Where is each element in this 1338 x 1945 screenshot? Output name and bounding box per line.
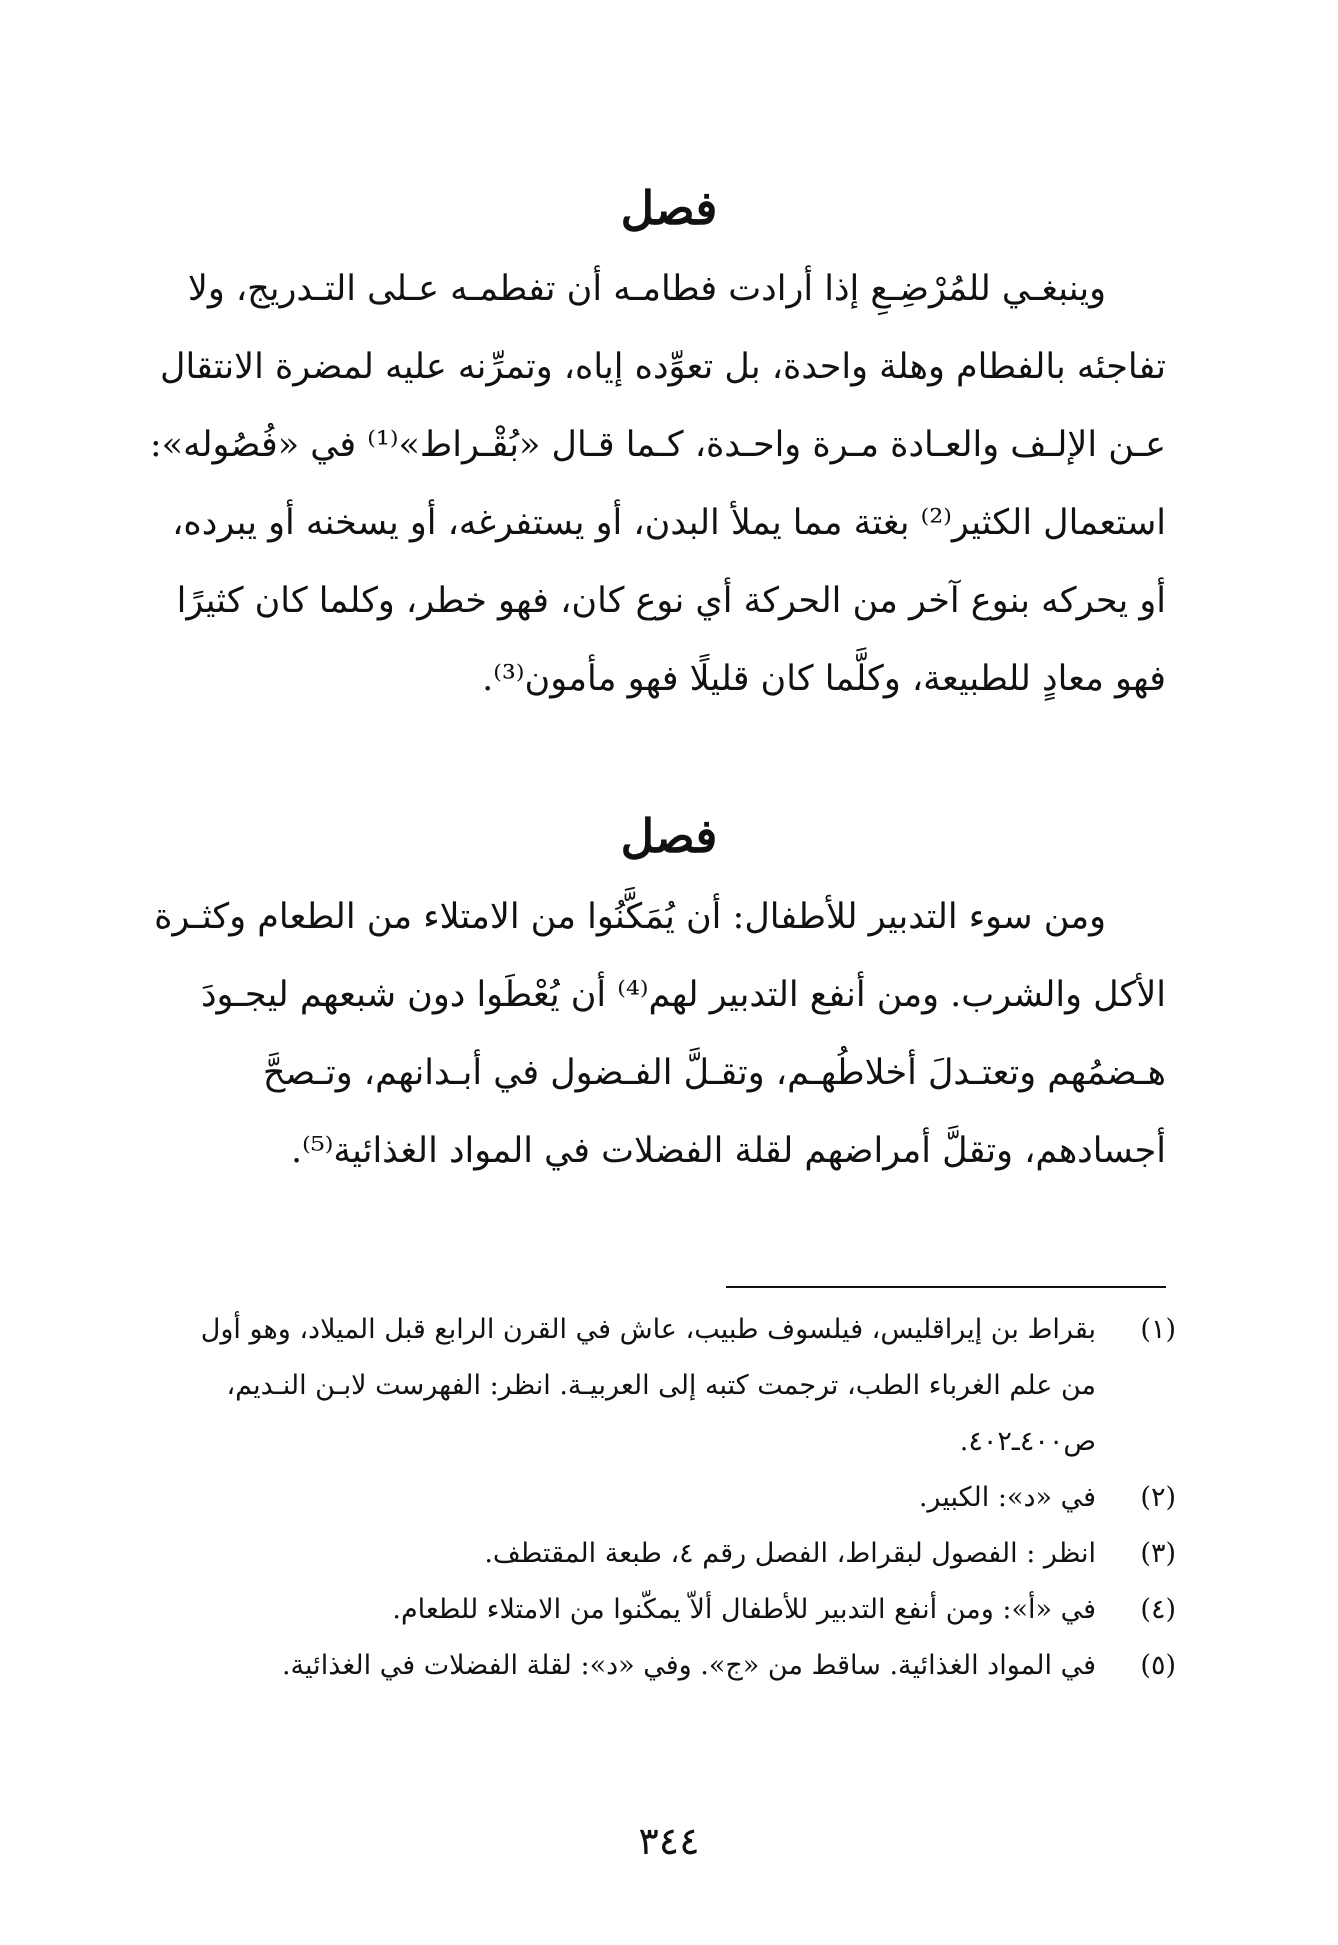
- footnote-line: في «أ»: ومن أنفع التدبير للأطفال ألاّ يمكّنوا من الامتلاء للطعام.: [392, 1594, 1096, 1625]
- footnotes: [128, 1302, 1176, 1694]
- footnote-number: (٣): [1140, 1538, 1176, 1569]
- footnote-line: انظر : الفصول لبقراط، الفصل رقم ٤، طبعة المقتطف.: [484, 1538, 1096, 1569]
- footnote-2: [128, 1470, 1176, 1526]
- section-heading-2: فصل: [620, 809, 718, 863]
- text-line: هـضمُهم وتعتـدلَ أخلاطُهـم، وتقـلَّ الفـضول في أبـدانهم، وتـصحَّ: [262, 1053, 1166, 1093]
- footnote-4: [128, 1582, 1176, 1638]
- footnote-number: (٥): [1140, 1650, 1176, 1681]
- text-line: استعمال الكثير⁽²⁾ بغتة مما يملأ البدن، أو يستفرغه، أو يسخنه أو يبرده،: [172, 503, 1166, 543]
- text-line: ومن سوء التدبير للأطفال: أن يُمَكَّنُوا من الامتلاء من الطعام وكثـرة: [154, 897, 1106, 937]
- section-heading-1: فصل: [620, 181, 718, 235]
- section-2-body: [128, 878, 1166, 1190]
- footnote-3: [128, 1526, 1176, 1582]
- footnote-number: (١): [1140, 1314, 1176, 1345]
- page-number: ٣٤٤: [638, 1819, 700, 1863]
- footnote-line: بقراط بن إيراقليس، فيلسوف طبيب، عاش في القرن الرابع قبل الميلاد، وهو أول: [200, 1314, 1096, 1345]
- text-line: الأكل والشرب. ومن أنفع التدبير لهم⁽⁴⁾ أن يُعْطَوا دون شبعهم ليجـودَ: [200, 975, 1166, 1015]
- text-line: تفاجئه بالفطام وهلة واحدة، بل تعوِّده إياه، وتمرِّنه عليه لمضرة الانتقال: [160, 347, 1166, 387]
- footnote-line: في المواد الغذائية. ساقط من «ج». وفي «د»: لقلة الفضلات في الغذائية.: [281, 1650, 1096, 1681]
- footnote-line: في «د»: الكبير.: [918, 1482, 1096, 1513]
- text-line: وينبغـي للمُرْضِـعِ إذا أرادت فطامـه أن تفطمـه عـلى التـدريج، ولا: [187, 269, 1106, 309]
- text-line: فهو معادٍ للطبيعة، وكلَّما كان قليلًا فهو مأمون⁽³⁾.: [482, 659, 1166, 699]
- text-line: أو يحركه بنوع آخر من الحركة أي نوع كان، فهو خطر، وكلما كان كثيرًا: [176, 581, 1166, 621]
- footnote-number: (٢): [1140, 1482, 1176, 1513]
- footnote-1: [128, 1302, 1176, 1470]
- section-1-body: [128, 250, 1166, 718]
- footnote-5: [128, 1638, 1176, 1694]
- text-line: أجسادهم، وتقلَّ أمراضهم لقلة الفضلات في المواد الغذائية⁽⁵⁾.: [291, 1131, 1166, 1171]
- footnote-line: من علم الغرباء الطب، ترجمت كتبه إلى العربيـة. انظر: الفهرست لابـن النـديم،: [226, 1370, 1096, 1401]
- footnote-number: (٤): [1140, 1594, 1176, 1625]
- footnote-line: ص٤٠٠ـ٤٠٢.: [959, 1426, 1096, 1457]
- text-line: عـن الإلـف والعـادة مـرة واحـدة، كـما قـال «بُقْـراط»⁽¹⁾ في «فُصُوله»:: [149, 425, 1166, 465]
- footnote-divider: [726, 1286, 1166, 1288]
